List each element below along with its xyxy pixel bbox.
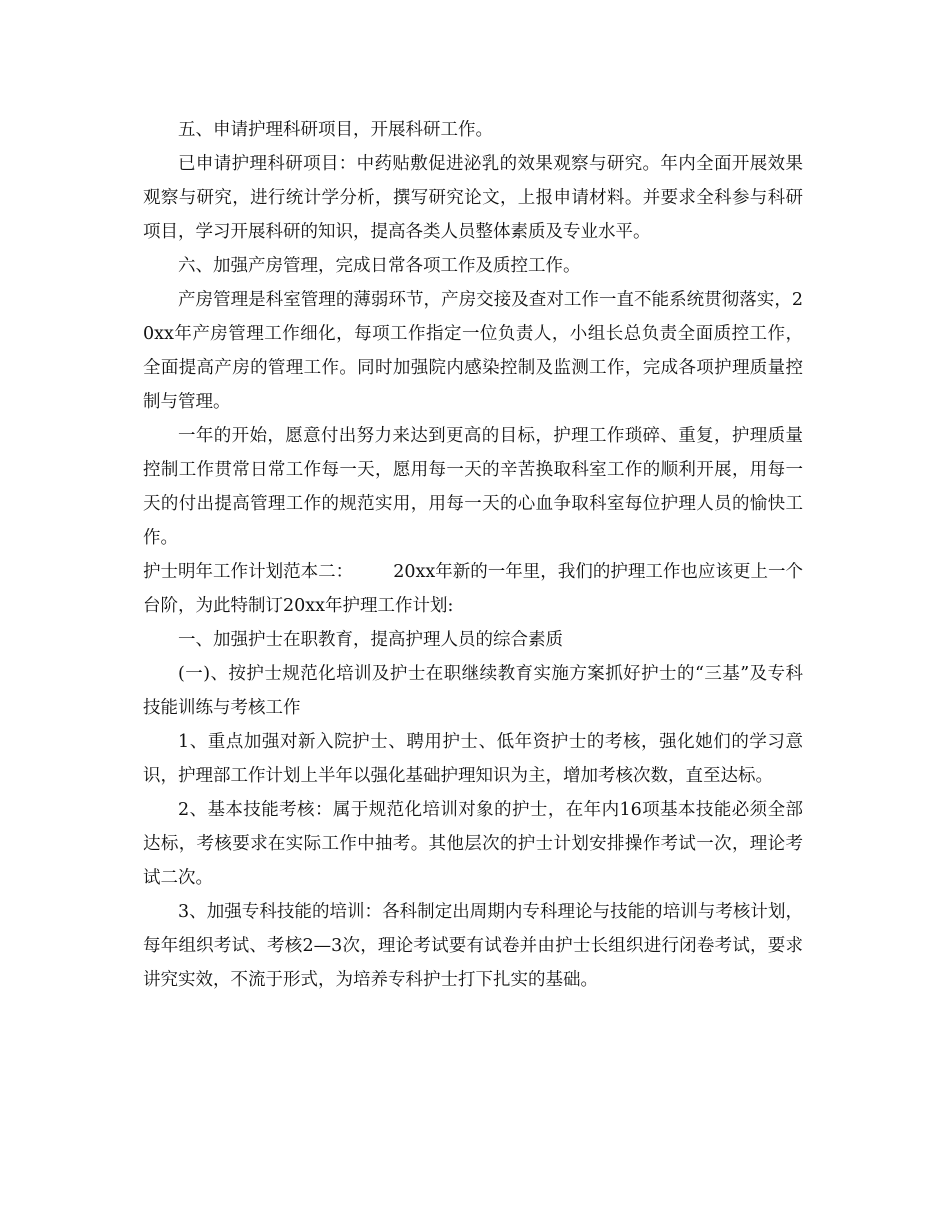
paragraph-research: 已申请护理科研项目：中药贴敷促进泌乳的效果观察与研究。年内全面开展效果观察与研究，进行统计学分析，撰写研究论文，上报申请材料。并要求全科参与科研项目，学习开展科研的知识，提高各类人员整体素质及专业水平。 [143,154,803,242]
plan-two-title: 护士明年工作计划范本二： [143,562,354,582]
list-item-2: 2、基本技能考核：属于规范化培训对象的护士，在年内16项基本技能必须全部达标，考核要求在实际工作中抽考。其他层次的护士计划安排操作考试一次，理论考试二次。 [143,800,803,888]
document-body [143,113,803,997]
section-heading-education: 一、加强护士在职教育，提高护理人员的综合素质 [178,630,563,650]
subsection-heading-training: (一)、按护士规范化培训及护士在职继续教育实施方案抓好护士的“三基”及专科技能训练与考核工作 [143,664,803,718]
list-item-3: 3、加强专科技能的培训：各科制定出周期内专科理论与技能的培训与考核计划，每年组织考试、考核2—3次，理论考试要有试卷并由护士长组织进行闭卷考试，要求讲究实效，不流于形式，为培养专科护士打下扎实的基础。 [143,902,803,990]
paragraph-conclusion: 一年的开始，愿意付出努力来达到更高的目标，护理工作琐碎、重复，护理质量控制工作贯常日常工作每一天，愿用每一天的辛苦换取科室工作的顺利开展，用每一天的付出提高管理工作的规范实用，用每一天的心血争取科室每位护理人员的愉快工作。 [143,426,803,548]
section-heading-delivery-room: 六、加强产房管理，完成日常各项工作及质控工作。 [178,256,581,276]
list-item-1: 1、重点加强对新入院护士、聘用护士、低年资护士的考核，强化她们的学习意识，护理部工作计划上半年以强化基础护理知识为主，增加考核次数，直至达标。 [143,732,803,786]
section-heading-research: 五、申请护理科研项目，开展科研工作。 [178,120,493,140]
plan-two-intro-text: 20xx年新的一年里，我们的护理工作也应该更上一个台阶，为此特制订20xx年护理工作计划: [143,562,804,616]
paragraph-delivery-room: 产房管理是科室管理的薄弱环节，产房交接及查对工作一直不能系统贯彻落实，20xx年产房管理工作细化，每项工作指定一位负责人，小组长总负责全面质控工作，全面提高产房的管理工作。同时加强院内感染控制及监测工作，完成各项护理质量控制与管理。 [143,290,803,412]
paragraph-plan-two-intro [143,555,803,623]
